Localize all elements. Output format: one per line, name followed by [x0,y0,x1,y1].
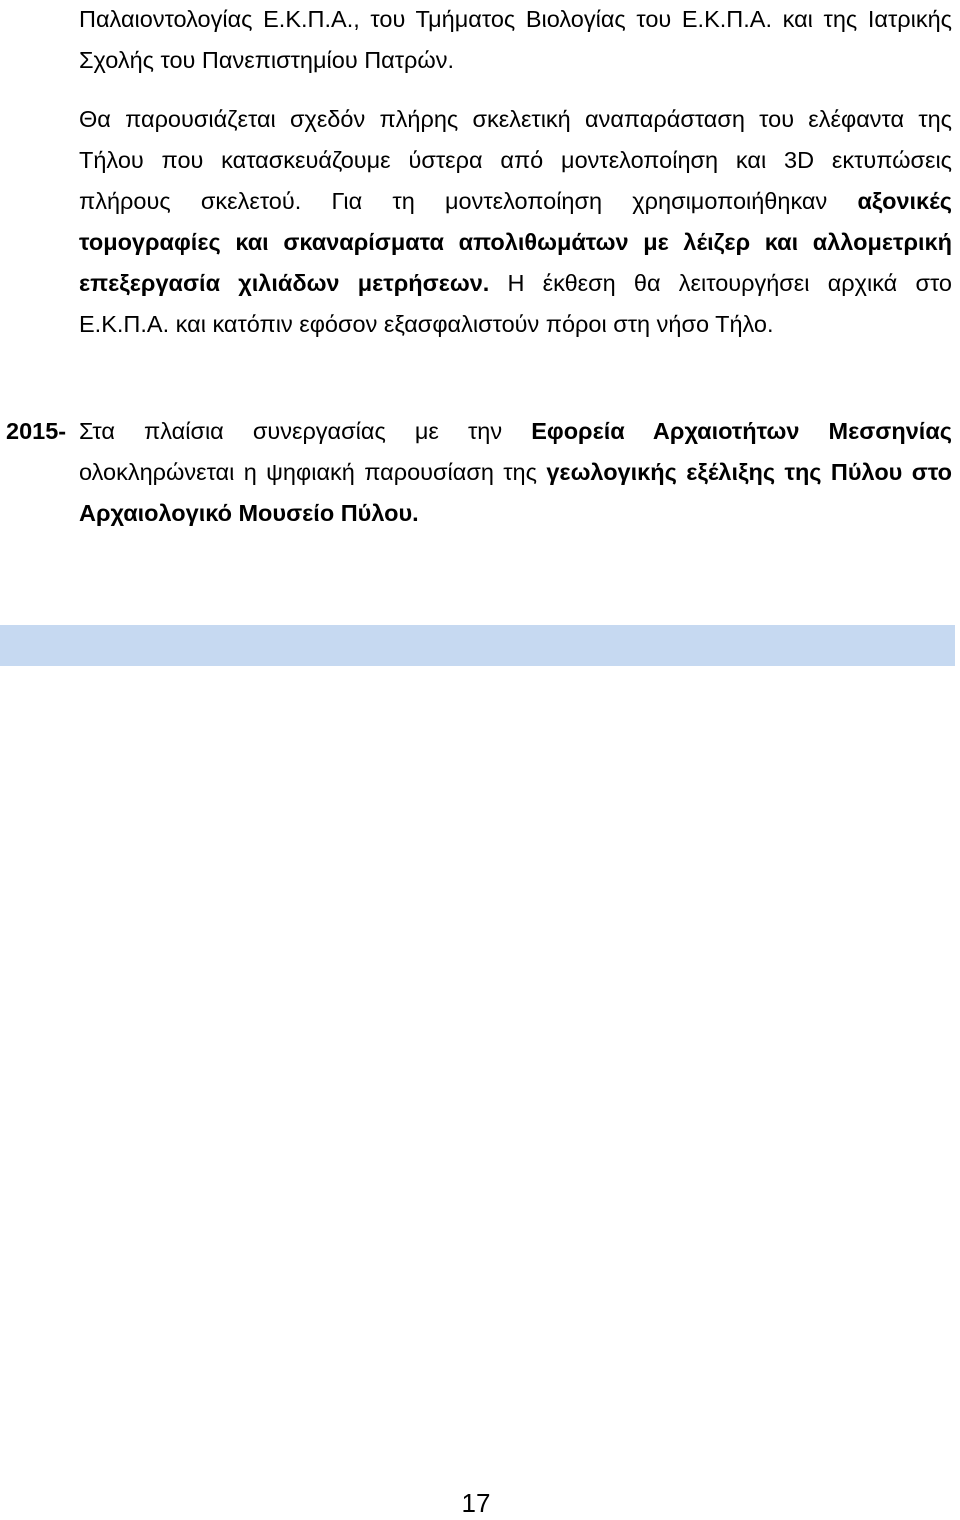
page-number: 17 [461,1488,491,1518]
entry-bold-pylos: γεωλογικής εξέλιξης της Πύλου στο Αρχαιολογικό Μουσείο Πύλου. [79,459,953,526]
paragraph-outro: Η έκθεση θα λειτουργήσει αρχικά στο Ε.Κ.Π.Α. και κατόπιν εφόσον εξασφαλιστούν πόροι στη νήσο Τήλο. [79,270,952,337]
entry-bold-ephorate: Εφορεία Αρχαιοτήτων Μεσσηνίας [531,418,952,444]
paragraph-text: Παλαιοντολογίας Ε.Κ.Π.Α., του Τμήματος Βιολογίας του Ε.Κ.Π.Α. και της Ιατρικής Σχολής του Πανεπιστημίου Πατρών. [79,6,952,73]
entry-text-1: Στα πλαίσια συνεργασίας με την [79,418,532,444]
paragraph-tilos-collaborators [79,0,952,81]
paragraph-skeleton-exhibition [79,99,952,345]
entry-year: 2015- [6,418,67,444]
paragraph-intro: Θα παρουσιάζεται σχεδόν πλήρης σκελετική αναπαράσταση του ελέφαντα της Τήλου που κατασκευάζουμε ύστερα από μοντελοποίηση και 3D εκτυπώσεις πλήρους σκελετού. Για τη μοντελοποίηση χρησιμοποιήθηκαν [79,106,952,214]
paragraph-bold-methods: αξονικές τομογραφίες και σκαναρίσματα απολιθωμάτων με λέιζερ και αλλομετρική επεξεργασία χιλιάδων μετρήσεων. [79,188,952,296]
section-header-band [0,625,955,666]
entry-2015-text [79,411,952,534]
entry-text-2: ολοκληρώνεται η ψηφιακή παρουσίαση της [79,459,547,485]
